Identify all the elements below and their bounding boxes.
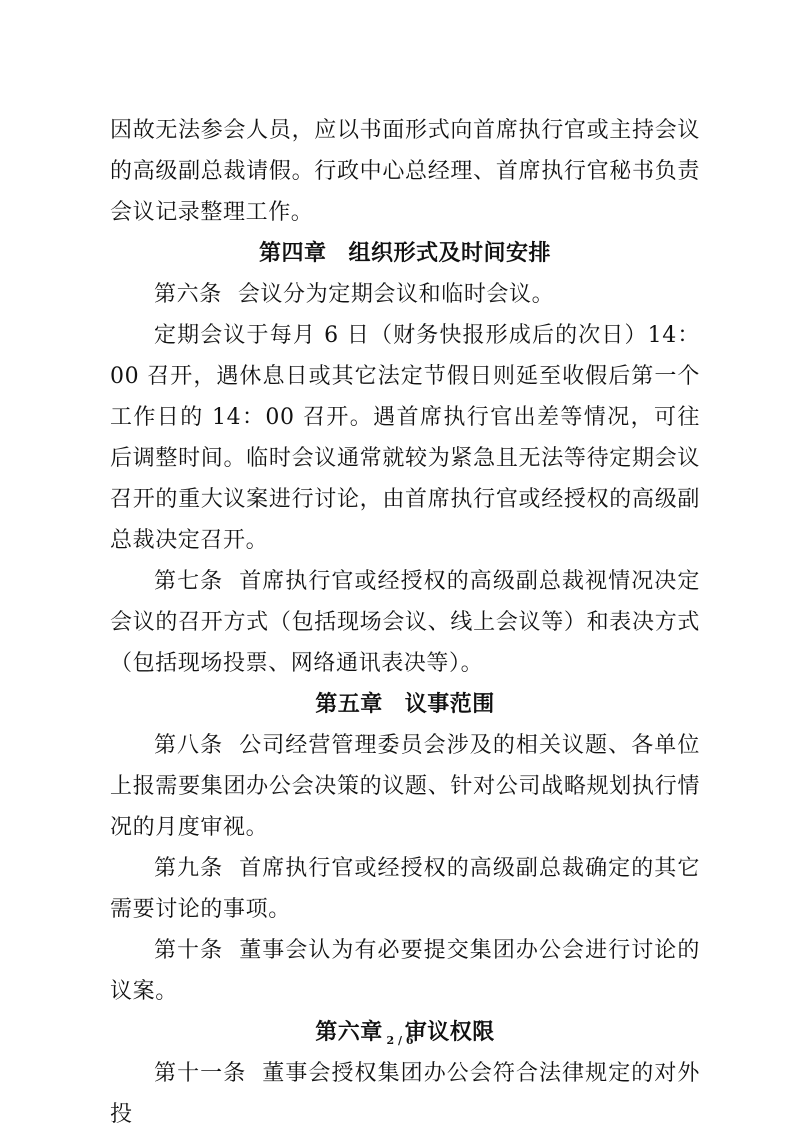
chapter-6-title: 审议权限 xyxy=(404,1020,495,1045)
article-7-text: 首席执行官或经授权的高级副总裁视情况决定会议的召开方式（包括现场会议、线上会议等）和表决方式（包括现场投票、网络通讯表决等）。 xyxy=(110,569,700,676)
document-page xyxy=(110,110,700,1135)
paragraph-attendance: 因故无法参会人员，应以书面形式向首席执行官或主持会议的高级副总裁请假。行政中心总经理、首席执行官秘书负责会议记录整理工作。 xyxy=(110,118,700,225)
chapter-6-number: 第六章 xyxy=(315,1020,383,1045)
chapter-4-number: 第四章 xyxy=(258,241,327,266)
article-6-label: 第六条 xyxy=(154,282,222,307)
article-7-label: 第七条 xyxy=(154,569,224,594)
chapter-5-heading xyxy=(110,684,700,725)
article-9-text: 首席执行官或经授权的高级副总裁确定的其它需要讨论的事项。 xyxy=(110,856,700,922)
article-8-text: 公司经营管理委员会涉及的相关议题、各单位上报需要集团办公会决策的议题、针对公司战略规划执行情况的月度审视。 xyxy=(110,733,700,840)
chapter-4-title: 组织形式及时间安排 xyxy=(348,241,552,266)
article-11-text: 董事会授权集团办公会符合法律规定的对外投 xyxy=(110,1061,701,1127)
article-8 xyxy=(110,725,700,848)
page-number: 2 / 6 xyxy=(386,1034,414,1047)
article-9 xyxy=(110,848,700,930)
article-10-text: 董事会认为有必要提交集团办公会进行讨论的议案。 xyxy=(110,938,700,1004)
article-7 xyxy=(110,561,700,684)
article-10-label: 第十条 xyxy=(154,938,224,963)
article-8-label: 第八条 xyxy=(154,733,224,758)
article-10 xyxy=(110,930,700,1012)
article-11-label: 第十一条 xyxy=(154,1061,247,1086)
chapter-5-number: 第五章 xyxy=(315,692,383,717)
article-9-label: 第九条 xyxy=(154,856,224,881)
article-6-text: 会议分为定期会议和临时会议。 xyxy=(237,282,555,307)
article-11 xyxy=(110,1053,700,1135)
chapter-4-heading xyxy=(110,233,700,274)
article-6 xyxy=(110,274,700,315)
chapter-5-title: 议事范围 xyxy=(404,692,495,717)
paragraph-regular-meeting: 定期会议于每月 6 日（财务快报形成后的次日）14：00 召开，遇休息日或其它法定节假日则延至收假后第一个工作日的 14：00 召开。遇首席执行官出差等情况，可往后调整时间。临时会议通常就较为紧急且无法等待定期会议召开的重大议案进行讨论，由首席执行官或经授权的高级副总裁决定召开。 xyxy=(110,323,700,553)
